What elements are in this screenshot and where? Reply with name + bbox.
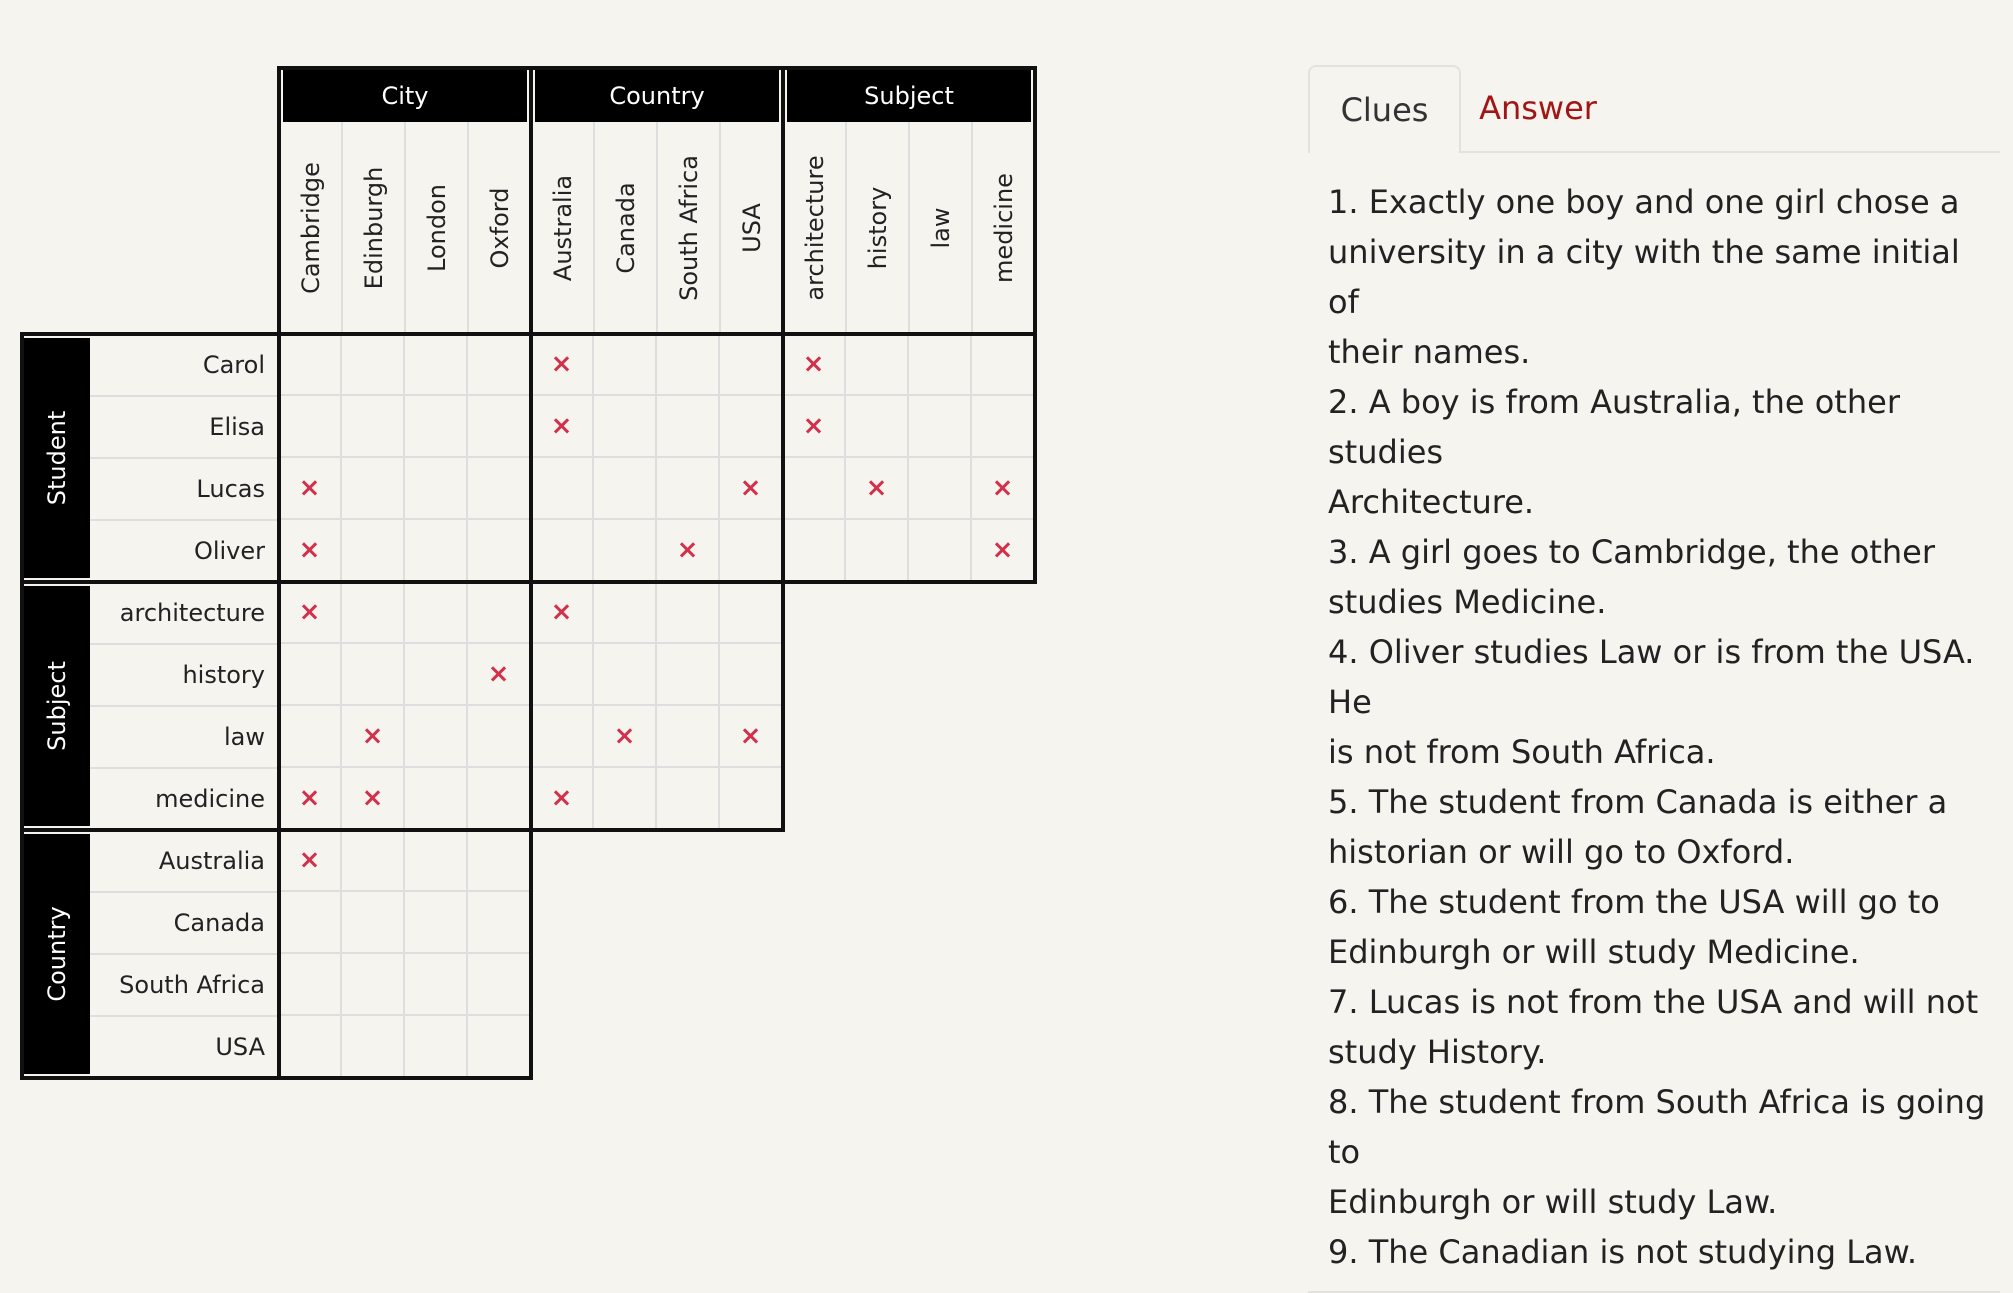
grid-line: [90, 519, 279, 521]
row-label-canada: [90, 892, 279, 954]
grid-cell[interactable]: [342, 582, 405, 644]
grid-cell[interactable]: [594, 582, 657, 644]
grid-cell[interactable]: [405, 1016, 468, 1078]
grid-cell[interactable]: [846, 396, 909, 458]
grid-cell[interactable]: [594, 458, 657, 520]
block-border: [277, 66, 281, 334]
cross-mark-icon: ×: [865, 473, 888, 503]
column-header-subject: Subject: [787, 70, 1031, 122]
clue-line: Edinburgh or will study Medicine.: [1328, 933, 1860, 971]
grid-cell[interactable]: [405, 396, 468, 458]
row-group-subject: [24, 586, 90, 826]
clue-line: study History.: [1328, 1033, 1547, 1071]
grid-cell[interactable]: [279, 954, 342, 1016]
grid-line: [90, 457, 279, 459]
grid-cell[interactable]: [342, 458, 405, 520]
block-border: [529, 66, 533, 334]
grid-cell[interactable]: [594, 644, 657, 706]
column-label-text: medicine: [989, 173, 1018, 283]
grid-cell[interactable]: [279, 334, 342, 396]
grid-cell[interactable]: [657, 520, 720, 582]
clue-line: 9. The Canadian is not studying Law.: [1328, 1233, 1918, 1271]
column-label-london: [405, 122, 468, 334]
grid-cell[interactable]: [657, 644, 720, 706]
row-label-text: medicine: [155, 785, 265, 813]
grid-cell[interactable]: [342, 706, 405, 768]
grid-cell[interactable]: [657, 706, 720, 768]
column-label-text: history: [863, 186, 892, 270]
row-group-label-text: Country: [43, 906, 71, 1002]
grid-cell[interactable]: [279, 396, 342, 458]
grid-cell[interactable]: [405, 644, 468, 706]
grid-cell[interactable]: [783, 520, 846, 582]
grid-cell[interactable]: [972, 520, 1035, 582]
grid-cell[interactable]: [909, 520, 972, 582]
grid-line: [90, 643, 279, 645]
row-label-text: architecture: [119, 599, 265, 627]
cross-mark-icon: ×: [802, 349, 825, 379]
clue-line: university in a city with the same initial of: [1328, 233, 1960, 321]
column-label-australia: [531, 122, 594, 334]
column-label-text: London: [422, 184, 451, 272]
grid-cell[interactable]: [468, 768, 531, 830]
grid-cell[interactable]: [657, 458, 720, 520]
grid-cell[interactable]: [531, 520, 594, 582]
column-header-city: City: [283, 70, 527, 122]
grid-cell[interactable]: [342, 1016, 405, 1078]
grid-cell[interactable]: [657, 334, 720, 396]
block-border: [20, 580, 785, 584]
column-label-canada: [594, 122, 657, 334]
column-label-usa: [720, 122, 783, 334]
clue-line: Architecture.: [1328, 483, 1535, 521]
grid-cell[interactable]: [720, 768, 783, 830]
row-label-text: Carol: [202, 351, 265, 379]
grid-cell[interactable]: [342, 396, 405, 458]
grid-cell[interactable]: [279, 582, 342, 644]
clue-line: 5. The student from Canada is either a: [1328, 783, 1948, 821]
cross-mark-icon: ×: [550, 597, 573, 627]
column-label-text: USA: [737, 203, 766, 253]
clue-line: 4. Oliver studies Law or is from the USA. He: [1328, 633, 1975, 721]
grid-cell[interactable]: [531, 706, 594, 768]
row-label-australia: [90, 830, 279, 892]
grid-cell[interactable]: [468, 582, 531, 644]
grid-cell[interactable]: [468, 644, 531, 706]
cross-mark-icon: ×: [802, 411, 825, 441]
clue-line: 2. A boy is from Australia, the other studies: [1328, 383, 1900, 471]
clue-line: 8. The student from South Africa is going to: [1328, 1083, 1986, 1171]
column-header-country: Country: [535, 70, 779, 122]
grid-cell[interactable]: [468, 892, 531, 954]
tab-clues[interactable]: Clues: [1308, 65, 1461, 153]
grid-cell[interactable]: [279, 458, 342, 520]
row-group-country: [24, 834, 90, 1074]
grid-cell[interactable]: [909, 458, 972, 520]
clue-line: 1. Exactly one boy and one girl chose a: [1328, 183, 1960, 221]
row-label-law: [90, 706, 279, 768]
grid-cell[interactable]: [720, 396, 783, 458]
block-border: [277, 580, 281, 832]
grid-cell[interactable]: [342, 954, 405, 1016]
grid-line: [90, 891, 279, 893]
cross-mark-icon: ×: [298, 845, 321, 875]
grid-line: [971, 122, 973, 334]
block-border: [20, 828, 24, 1080]
grid-cell[interactable]: [531, 582, 594, 644]
grid-cell[interactable]: [909, 334, 972, 396]
grid-cell[interactable]: [594, 334, 657, 396]
clue-line: historian or will go to Oxford.: [1328, 833, 1795, 871]
row-label-south-africa: [90, 954, 279, 1016]
row-label-text: Lucas: [196, 475, 265, 503]
column-label-text: law: [926, 207, 955, 249]
grid-cell[interactable]: [720, 644, 783, 706]
row-label-architecture: [90, 582, 279, 644]
row-label-medicine: [90, 768, 279, 830]
column-label-text: Australia: [548, 174, 577, 282]
row-label-text: Australia: [158, 847, 265, 875]
cross-mark-icon: ×: [361, 783, 384, 813]
grid-line: [90, 705, 279, 707]
cross-mark-icon: ×: [739, 473, 762, 503]
cross-mark-icon: ×: [550, 349, 573, 379]
logic-grid: [0, 0, 1060, 1125]
cross-mark-icon: ×: [676, 535, 699, 565]
column-label-text: Oxford: [485, 187, 514, 269]
grid-line: [845, 122, 847, 334]
grid-cell[interactable]: [846, 334, 909, 396]
grid-cell[interactable]: [909, 396, 972, 458]
block-border: [20, 580, 24, 832]
grid-cell[interactable]: [468, 458, 531, 520]
grid-cell[interactable]: [468, 334, 531, 396]
row-label-oliver: [90, 520, 279, 582]
grid-line: [467, 122, 469, 334]
column-label-south-africa: [657, 122, 720, 334]
column-label-text: architecture: [800, 155, 829, 301]
cross-mark-icon: ×: [550, 783, 573, 813]
grid-cell[interactable]: [405, 892, 468, 954]
grid-cell[interactable]: [972, 458, 1035, 520]
cross-mark-icon: ×: [487, 659, 510, 689]
cross-mark-icon: ×: [613, 721, 636, 751]
grid-cell[interactable]: [468, 706, 531, 768]
cross-mark-icon: ×: [361, 721, 384, 751]
grid-cell[interactable]: [720, 458, 783, 520]
block-border: [529, 828, 533, 1080]
grid-cell[interactable]: [279, 1016, 342, 1078]
block-border: [781, 332, 785, 584]
row-group-student: [24, 338, 90, 578]
grid-cell[interactable]: [657, 768, 720, 830]
grid-cell[interactable]: [594, 520, 657, 582]
grid-line: [908, 122, 910, 334]
grid-cell[interactable]: [405, 954, 468, 1016]
clue-panel: [1308, 65, 2000, 1293]
grid-cell[interactable]: [342, 520, 405, 582]
block-border: [1033, 66, 1037, 334]
grid-cell[interactable]: [783, 334, 846, 396]
grid-cell[interactable]: [657, 396, 720, 458]
clue-list: [1308, 177, 2000, 1293]
cross-mark-icon: ×: [298, 473, 321, 503]
column-label-law: [909, 122, 972, 334]
column-label-text: South Africa: [674, 155, 703, 301]
grid-line: [90, 1015, 279, 1017]
grid-cell[interactable]: [342, 892, 405, 954]
grid-cell[interactable]: [342, 830, 405, 892]
grid-cell[interactable]: [342, 768, 405, 830]
grid-cell[interactable]: [279, 520, 342, 582]
grid-cell[interactable]: [279, 706, 342, 768]
clue-line: Edinburgh or will study Law.: [1328, 1183, 1778, 1221]
row-label-text: history: [182, 661, 265, 689]
row-label-usa: [90, 1016, 279, 1078]
cross-mark-icon: ×: [991, 535, 1014, 565]
row-label-text: Canada: [173, 909, 265, 937]
row-label-text: Elisa: [209, 413, 265, 441]
grid-cell[interactable]: [468, 520, 531, 582]
grid-cell[interactable]: [846, 520, 909, 582]
grid-cell[interactable]: [468, 830, 531, 892]
grid-cell[interactable]: [720, 582, 783, 644]
grid-cell[interactable]: [720, 334, 783, 396]
row-label-lucas: [90, 458, 279, 520]
column-label-medicine: [972, 122, 1035, 334]
block-border: [20, 332, 24, 584]
grid-cell[interactable]: [405, 334, 468, 396]
grid-line: [719, 122, 721, 334]
grid-cell[interactable]: [531, 396, 594, 458]
cross-mark-icon: ×: [739, 721, 762, 751]
block-border: [277, 332, 281, 584]
cross-mark-icon: ×: [298, 535, 321, 565]
cross-mark-icon: ×: [550, 411, 573, 441]
grid-cell[interactable]: [594, 706, 657, 768]
grid-line: [593, 122, 595, 334]
grid-line: [341, 122, 343, 334]
grid-cell[interactable]: [846, 458, 909, 520]
grid-cell[interactable]: [783, 396, 846, 458]
grid-line: [90, 767, 279, 769]
grid-cell[interactable]: [972, 396, 1035, 458]
grid-cell[interactable]: [657, 582, 720, 644]
row-group-label-text: Subject: [43, 661, 71, 751]
grid-cell[interactable]: [405, 768, 468, 830]
grid-cell[interactable]: [405, 582, 468, 644]
grid-cell[interactable]: [279, 768, 342, 830]
cross-mark-icon: ×: [298, 783, 321, 813]
grid-line: [90, 395, 279, 397]
row-label-history: [90, 644, 279, 706]
grid-cell[interactable]: [720, 706, 783, 768]
block-border: [529, 332, 533, 584]
column-label-history: [846, 122, 909, 334]
column-label-architecture: [783, 122, 846, 334]
grid-cell[interactable]: [531, 644, 594, 706]
cross-mark-icon: ×: [991, 473, 1014, 503]
clue-line: 6. The student from the USA will go to: [1328, 883, 1940, 921]
column-label-cambridge: [279, 122, 342, 334]
clue-line: 7. Lucas is not from the USA and will not: [1328, 983, 1979, 1021]
grid-cell[interactable]: [468, 1016, 531, 1078]
block-border: [781, 580, 785, 832]
grid-cell[interactable]: [468, 396, 531, 458]
grid-cell[interactable]: [342, 334, 405, 396]
grid-cell[interactable]: [405, 520, 468, 582]
grid-cell[interactable]: [405, 706, 468, 768]
grid-cell[interactable]: [405, 458, 468, 520]
grid-cell[interactable]: [279, 892, 342, 954]
grid-cell[interactable]: [279, 830, 342, 892]
block-border: [279, 66, 1035, 70]
grid-cell[interactable]: [405, 830, 468, 892]
grid-cell[interactable]: [468, 954, 531, 1016]
row-label-text: law: [223, 723, 265, 751]
tab-bar: [1308, 65, 2000, 153]
grid-cell[interactable]: [594, 768, 657, 830]
grid-cell[interactable]: [531, 458, 594, 520]
row-label-text: Oliver: [193, 537, 265, 565]
clue-line: their names.: [1328, 333, 1531, 371]
block-border: [277, 828, 281, 1080]
grid-cell[interactable]: [783, 458, 846, 520]
row-label-text: South Africa: [119, 971, 265, 999]
column-label-text: Edinburgh: [359, 166, 388, 290]
grid-line: [90, 953, 279, 955]
clue-line: is not from South Africa.: [1328, 733, 1716, 771]
tab-answer[interactable]: Answer: [1479, 89, 1597, 127]
column-label-text: Canada: [611, 182, 640, 274]
column-label-text: Cambridge: [296, 162, 325, 294]
block-border: [781, 66, 785, 334]
block-border: [529, 580, 533, 832]
grid-cell[interactable]: [342, 644, 405, 706]
grid-line: [656, 122, 658, 334]
column-label-oxford: [468, 122, 531, 334]
cross-mark-icon: ×: [298, 597, 321, 627]
block-border: [1033, 332, 1037, 584]
grid-cell[interactable]: [279, 644, 342, 706]
grid-cell[interactable]: [720, 520, 783, 582]
clue-line: studies Medicine.: [1328, 583, 1607, 621]
grid-cell[interactable]: [531, 334, 594, 396]
grid-line: [404, 122, 406, 334]
row-group-label-text: Student: [43, 410, 71, 506]
clue-line: 3. A girl goes to Cambridge, the other: [1328, 533, 1935, 571]
grid-cell[interactable]: [531, 768, 594, 830]
row-label-text: USA: [215, 1033, 265, 1061]
row-label-carol: [90, 334, 279, 396]
grid-cell[interactable]: [594, 396, 657, 458]
column-label-edinburgh: [342, 122, 405, 334]
row-label-elisa: [90, 396, 279, 458]
grid-cell[interactable]: [972, 334, 1035, 396]
